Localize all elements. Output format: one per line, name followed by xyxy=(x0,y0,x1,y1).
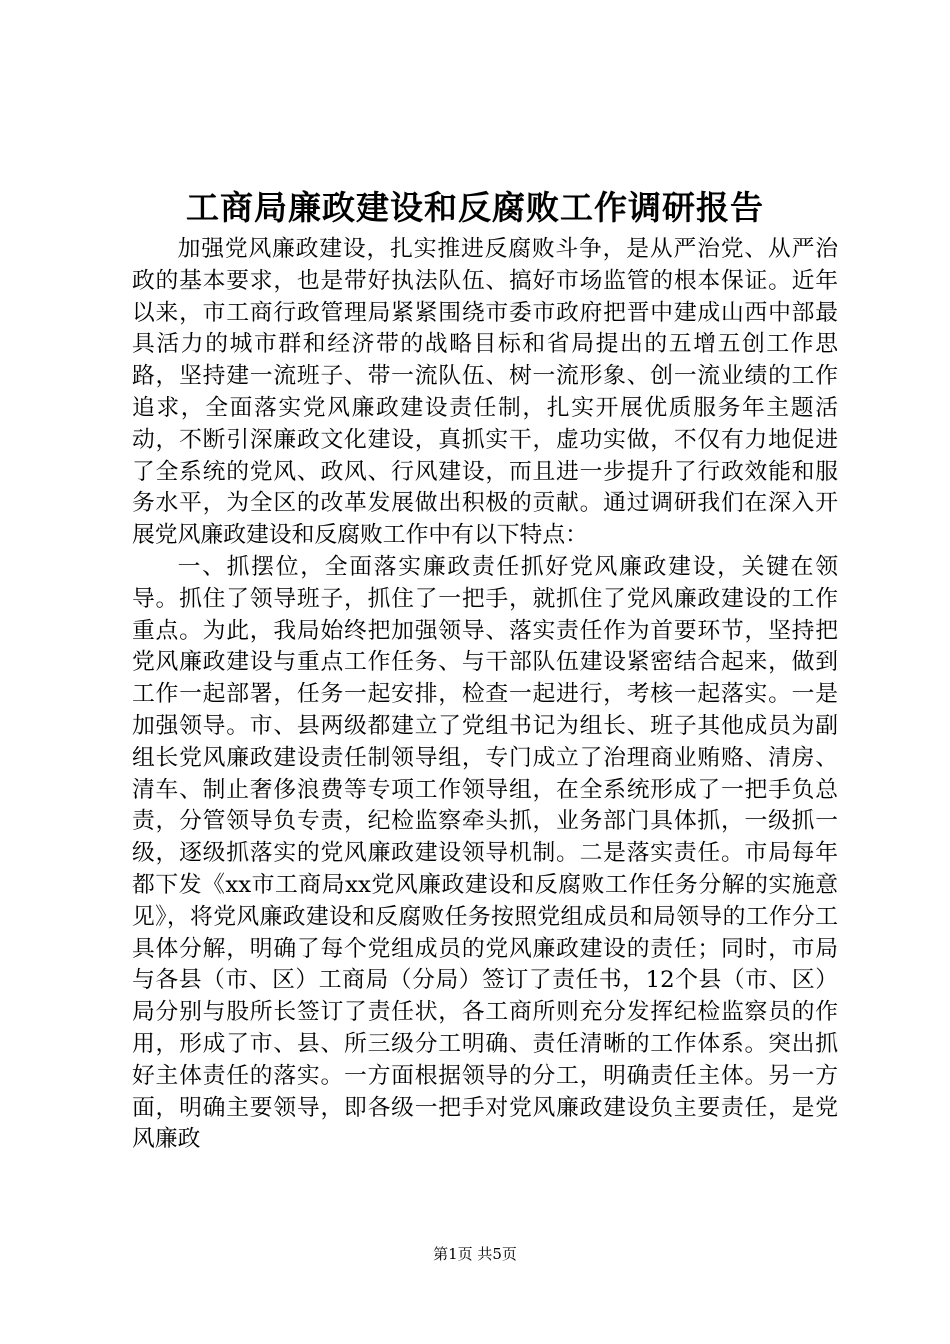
document-body xyxy=(132,234,838,1156)
document-title: 工商局廉政建设和反腐败工作调研报告 xyxy=(186,188,764,227)
page-number-footer: 第1页 共5页 xyxy=(433,1245,517,1263)
paragraph-intro: 加强党风廉政建设，扎实推进反腐败斗争，是从严治党、从严治政的基本要求，也是带好执法队伍、搞好市场监管的根本保证。近年以来，市工商行政管理局紧紧围绕市委市政府把晋中建成山西中部最具活力的城市群和经济带的战略目标和省局提出的五增五创工作思路，坚持建一流班子、带一流队伍、树一流形象、创一流业绩的工作追求，全面落实党风廉政建设责任制，扎实开展优质服务年主题活动，不断引深廉政文化建设，真抓实干，虚功实做，不仅有力地促进了全系统的党风、政风、行风建设，而且进一步提升了行政效能和服务水平，为全区的改革发展做出积极的贡献。通过调研我们在深入开展党风廉政建设和反腐败工作中有以下特点： xyxy=(132,236,838,549)
paragraph-section-one: 一、抓摆位，全面落实廉政责任抓好党风廉政建设，关键在领导。抓住了领导班子，抓住了一把手，就抓住了党风廉政建设的工作重点。为此，我局始终把加强领导、落实责任作为首要环节，坚持把党风廉政建设与重点工作任务、与干部队伍建设紧密结合起来，做到工作一起部署，任务一起安排，检查一起进行，考核一起落实。一是加强领导。市、县两级都建立了党组书记为组长、班子其他成员为副组长党风廉政建设责任制领导组，专门成立了治理商业贿赂、清房、清车、制止奢侈浪费等专项工作领导组，在全系统形成了一把手负总责，分管领导负专责，纪检监察牵头抓，业务部门具体抓，一级抓一级，逐级抓落实的党风廉政建设领导机制。二是落实责任。市局每年都下发《xx市工商局xx党风廉政建设和反腐败工作任务分解的实施意见》，将党风廉政建设和反腐败任务按照党组成员和局领导的工作分工具体分解，明确了每个党组成员的党风廉政建设的责任；同时，市局与各县（市、区）工商局（分局）签订了责任书，12个县（市、区）局分别与股所长签订了责任状，各工商所则充分发挥纪检监察员的作用，形成了市、县、所三级分工明确、责任清晰的工作体系。突出抓好主体责任的落实。一方面根据领导的分工，明确责任主体。另一方面，明确主要领导，即各级一把手对党风廉政建设负主要责任，是党风廉政 xyxy=(132,553,838,1153)
